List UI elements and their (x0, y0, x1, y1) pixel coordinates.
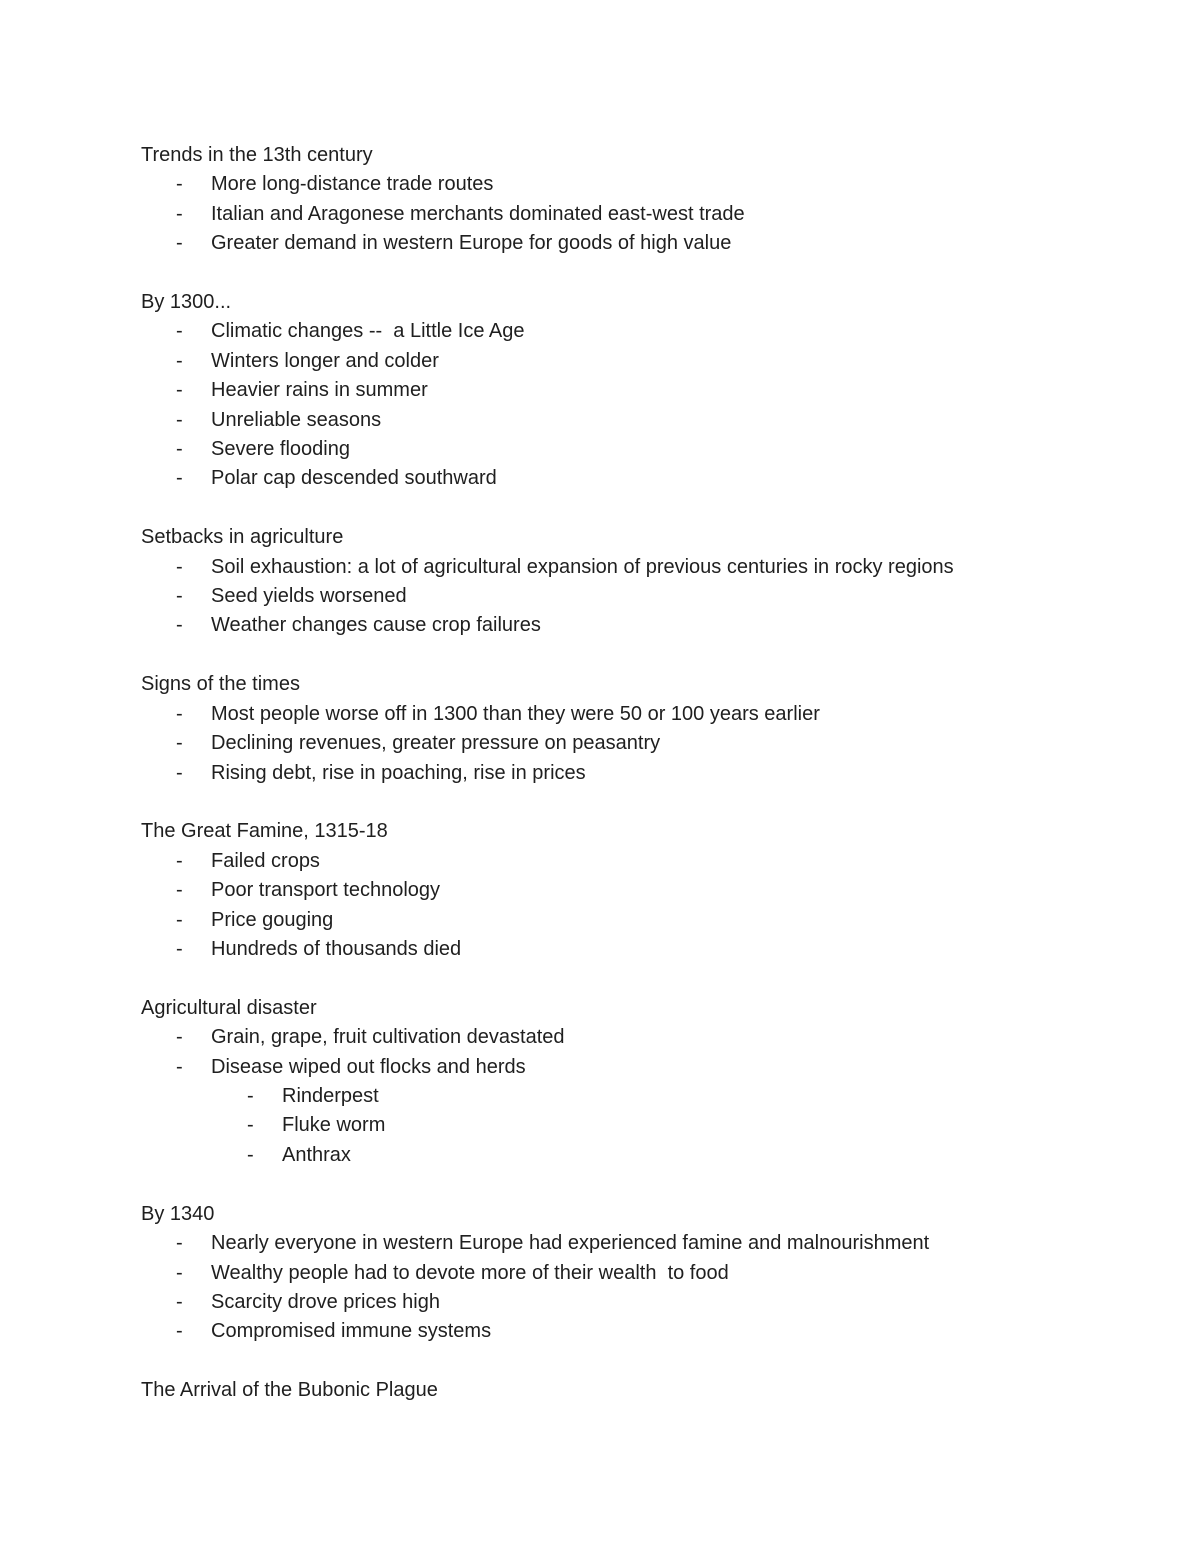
list-item (141, 347, 1141, 376)
dash-bullet-icon: - (176, 1026, 183, 1049)
list-item (141, 847, 1141, 876)
list-item-text: Wealthy people had to devote more of their wealth to food (211, 1261, 729, 1284)
list-item-text: Climatic changes -- a Little Ice Age (211, 320, 525, 343)
section (141, 994, 1141, 1170)
dash-bullet-icon: - (176, 614, 183, 637)
dash-bullet-icon: - (176, 379, 183, 402)
list-item-text: More long-distance trade routes (211, 173, 494, 196)
list-item-text: Weather changes cause crop failures (211, 614, 541, 637)
list-item-text: Rising debt, rise in poaching, rise in prices (211, 761, 586, 784)
dash-bullet-icon: - (176, 173, 183, 196)
list-item (141, 906, 1141, 935)
list-item-text: Winters longer and colder (211, 349, 439, 372)
sub-list-item (141, 1141, 1141, 1170)
list-item (141, 1229, 1141, 1258)
list-item-text: Polar cap descended southward (211, 467, 497, 490)
list-item (141, 170, 1141, 199)
dash-bullet-icon: - (176, 467, 183, 490)
dash-bullet-icon: - (176, 1232, 183, 1255)
list-item-text: Disease wiped out flocks and herds (211, 1055, 526, 1078)
dash-bullet-icon: - (176, 908, 183, 931)
dash-bullet-icon: - (176, 761, 183, 784)
section-heading: Setbacks in agriculture (141, 526, 344, 549)
list-item (141, 876, 1141, 905)
section-heading: By 1340 (141, 1202, 215, 1225)
list-item (141, 729, 1141, 758)
list-item-text: Soil exhaustion: a lot of agricultural expansion of previous centuries in rocky regions (211, 555, 954, 578)
list-item-text: Compromised immune systems (211, 1320, 492, 1343)
list-item-text: Seed yields worsened (211, 585, 407, 608)
dash-bullet-icon: - (176, 1055, 183, 1078)
list-item (141, 406, 1141, 435)
section (141, 1200, 1141, 1347)
section (141, 288, 1141, 494)
dash-bullet-icon: - (176, 1290, 183, 1313)
dash-bullet-icon: - (247, 1114, 254, 1137)
list-item-text: Italian and Aragonese merchants dominated east-west trade (211, 202, 745, 225)
list-item (141, 229, 1141, 258)
list-item (141, 464, 1141, 493)
list-item (141, 376, 1141, 405)
section (141, 670, 1141, 788)
dash-bullet-icon: - (176, 1261, 183, 1284)
dash-bullet-icon: - (176, 732, 183, 755)
section (141, 1376, 1141, 1405)
dash-bullet-icon: - (176, 438, 183, 461)
dash-bullet-icon: - (247, 1085, 254, 1108)
list-item (141, 1259, 1141, 1288)
section (141, 141, 1141, 259)
section (141, 523, 1141, 641)
section-heading: Signs of the times (141, 673, 300, 696)
list-item (141, 1288, 1141, 1317)
list-item-text: Poor transport technology (211, 879, 441, 902)
sub-list-item (141, 1111, 1141, 1140)
dash-bullet-icon: - (176, 408, 183, 431)
list-item (141, 700, 1141, 729)
dash-bullet-icon: - (176, 585, 183, 608)
dash-bullet-icon: - (176, 937, 183, 960)
list-item (141, 553, 1141, 582)
list-item-text: Fluke worm (282, 1114, 386, 1137)
section-heading: Agricultural disaster (141, 996, 317, 1019)
list-item (141, 611, 1141, 640)
dash-bullet-icon: - (176, 555, 183, 578)
list-item-text: Greater demand in western Europe for goods of high value (211, 232, 732, 255)
sub-list-item (141, 1082, 1141, 1111)
dash-bullet-icon: - (247, 1143, 254, 1166)
section-heading: The Arrival of the Bubonic Plague (141, 1379, 438, 1402)
list-item-text: Unreliable seasons (211, 408, 382, 431)
list-item-text: Nearly everyone in western Europe had experienced famine and malnourishment (211, 1232, 930, 1255)
list-item-text: Most people worse off in 1300 than they were 50 or 100 years earlier (211, 702, 820, 725)
dash-bullet-icon: - (176, 702, 183, 725)
list-item-text: Rinderpest (282, 1085, 379, 1108)
list-item-text: Declining revenues, greater pressure on peasantry (211, 732, 661, 755)
list-item-text: Price gouging (211, 908, 334, 931)
section-heading: Trends in the 13th century (141, 144, 373, 166)
dash-bullet-icon: - (176, 849, 183, 872)
list-item (141, 759, 1141, 788)
list-item-text: Severe flooding (211, 438, 350, 461)
list-item (141, 1317, 1141, 1346)
list-item (141, 1023, 1141, 1052)
list-item (141, 317, 1141, 346)
section-heading: By 1300... (141, 291, 232, 314)
list-item-text: Anthrax (282, 1143, 351, 1166)
dash-bullet-icon: - (176, 202, 183, 225)
list-item-text: Failed crops (211, 849, 320, 872)
section-heading: The Great Famine, 1315-18 (141, 820, 388, 843)
document-body (141, 141, 1141, 1406)
dash-bullet-icon: - (176, 1320, 183, 1343)
list-item (141, 435, 1141, 464)
section (141, 817, 1141, 964)
list-item (141, 200, 1141, 229)
dash-bullet-icon: - (176, 232, 183, 255)
list-item-text: Hundreds of thousands died (211, 937, 462, 960)
list-item-text: Grain, grape, fruit cultivation devastated (211, 1026, 565, 1049)
dash-bullet-icon: - (176, 320, 183, 343)
list-item (141, 1053, 1141, 1082)
list-item (141, 935, 1141, 964)
list-item-text: Scarcity drove prices high (211, 1290, 440, 1313)
list-item-text: Heavier rains in summer (211, 379, 428, 402)
list-item (141, 582, 1141, 611)
dash-bullet-icon: - (176, 349, 183, 372)
dash-bullet-icon: - (176, 879, 183, 902)
